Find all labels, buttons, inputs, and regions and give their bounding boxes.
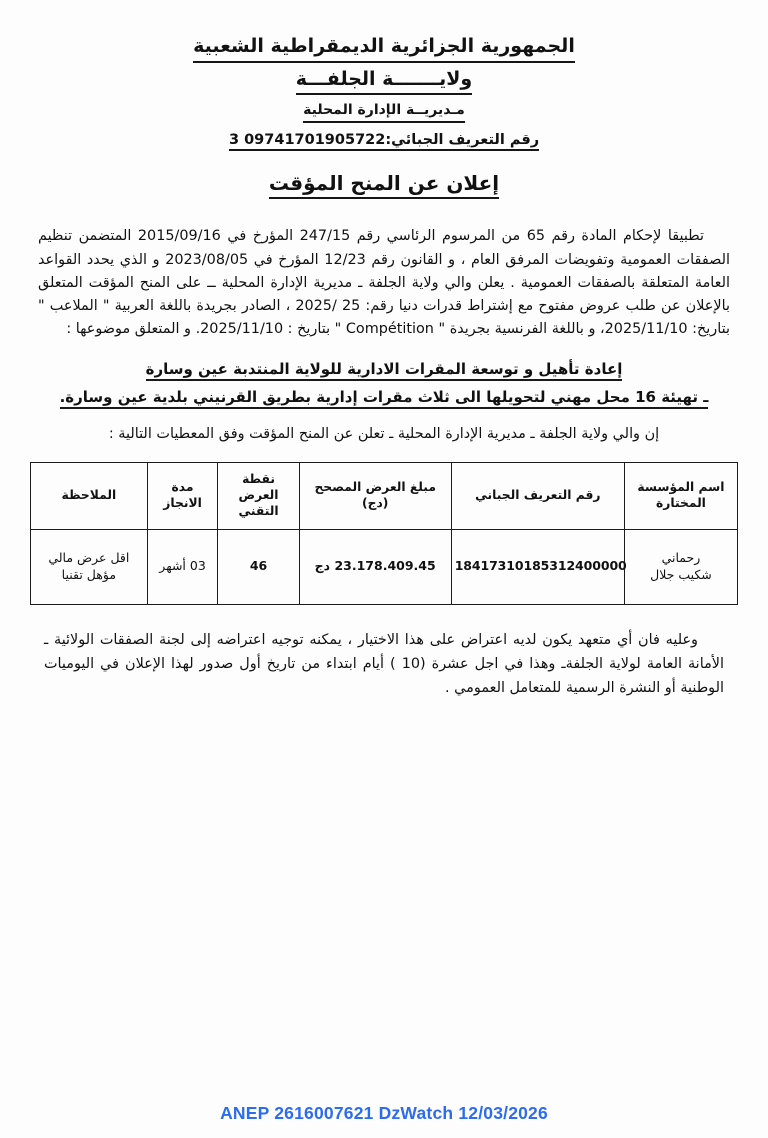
page-title-text: إعلان عن المنح المؤقت [269,171,499,199]
column-header-duration: مدة الانجاز [147,462,218,529]
page-title [0,171,768,199]
column-header-company: اسم المؤسسة المختارة [624,462,737,529]
award-table-body [31,529,738,604]
table-header-row [31,462,738,529]
anep-footer-text: ANEP 2616007621 DzWatch 12/03/2026 [220,1103,548,1123]
offer-amount-value: 23.178.409.45 [334,558,436,574]
header-wilaya-name [0,67,768,96]
award-table-container [30,462,738,605]
header-republic-name [0,34,768,63]
document-body [0,225,768,446]
header-tax-id-label: رقم التعريف الجبائي: [385,132,540,149]
cell-company-name [624,529,737,604]
column-header-amount: مبلغ العرض المصحح (دج) [299,462,451,529]
header-tax-id-group [229,132,539,151]
cell-technical-score: 46 [218,529,299,604]
subject-heading-secondary-text: ـ تهيئة 16 محل مهني لتحويلها الى ثلاث مقرات إدارية بطريق القرنيني بلدية عين وسارة. [60,388,709,409]
column-header-taxid: رقم التعريف الجباني [451,462,624,529]
cell-execution-duration: 03 أشهر [147,529,218,604]
company-name-line-2: شكيب جلال [650,566,712,582]
column-header-score: نقطة العرض التقني [218,462,299,529]
header-wilaya-text: ولايـــــــة الجلفـــة [296,67,472,96]
column-header-remark: الملاحظة [31,462,148,529]
subject-headings [38,360,730,409]
offer-amount-currency: دج [314,558,331,574]
cell-remark: اقل عرض مالي مؤهل تقنيا [31,529,148,604]
award-table [30,462,738,605]
closing-paragraph: وعليه فان أي متعهد يكون لديه اعتراض على هذا الاختيار ، يمكنه توجيه اعتراضه إلى لجنة الصفقات الولائية ـ الأمانة العامة لولاية الجلفةـ وهذا في اجل عشرة (10 ) أيام ابتداء من تاريخ أول صدور لهذا الإعلان في اليوميات الوطنية أو النشرة الرسمية للمتعامل العمومي . [44,631,724,696]
cell-corrected-offer-amount [299,529,451,604]
table-row [31,529,738,604]
subject-heading-primary-text: إعادة تأهيل و توسعة المقرات الادارية للولاية المنتدبة عين وسارة [146,360,623,381]
award-table-head [31,462,738,529]
company-name-line-1: رحماني [661,549,701,565]
header-directorate-name [0,101,768,123]
subject-heading-primary [38,360,730,381]
cell-tax-identification-number: 18417310185312400000 [451,529,624,604]
table-lead-in-line: إن والي ولاية الجلفة ـ مديرية الإدارة المحلية ـ تعلن عن المنح المؤقت وفق المعطيات التالية : [108,425,660,442]
header-directorate-text: مـديريــة الإدارة المحلية [303,101,465,123]
header-tax-identification [0,132,768,151]
anep-footer [0,1103,768,1124]
subject-heading-secondary [38,388,730,409]
document-header [0,0,768,151]
intro-paragraph: تطبيقا لإحكام المادة رقم 65 من المرسوم الرئاسي رقم 247/15 المؤرخ في 2015/09/16 المتضمن تنظيم الصفقات العمومية وتفويضات المرفق العام ، و القانون رقم 12/23 المؤرخ في 2023/08/05 و الذي يحدد القواعد العامة المتعلقة بالصفقات العمومية . يعلن والي ولاية الجلفة ـ مديرية الإدارة المحلية ــ على المنح المؤقت المتعلق بالإعلان عن طلب عروض مفتوح مع إشتراط قدرات دنيا رقم: 25 /2025 ، الصادر بجريدة باللغة العربية " الملاعب " بتاريخ: 2025/11/10، و باللغة الفرنسية بجريدة " Compétition " بتاريخ : 2025/11/10. و المتعلق موضوعها : [38,228,730,338]
header-tax-id-number: 09741701905722 3 [228,132,386,149]
header-republic-text: الجمهورية الجزائرية الديمقراطية الشعبية [193,34,575,63]
